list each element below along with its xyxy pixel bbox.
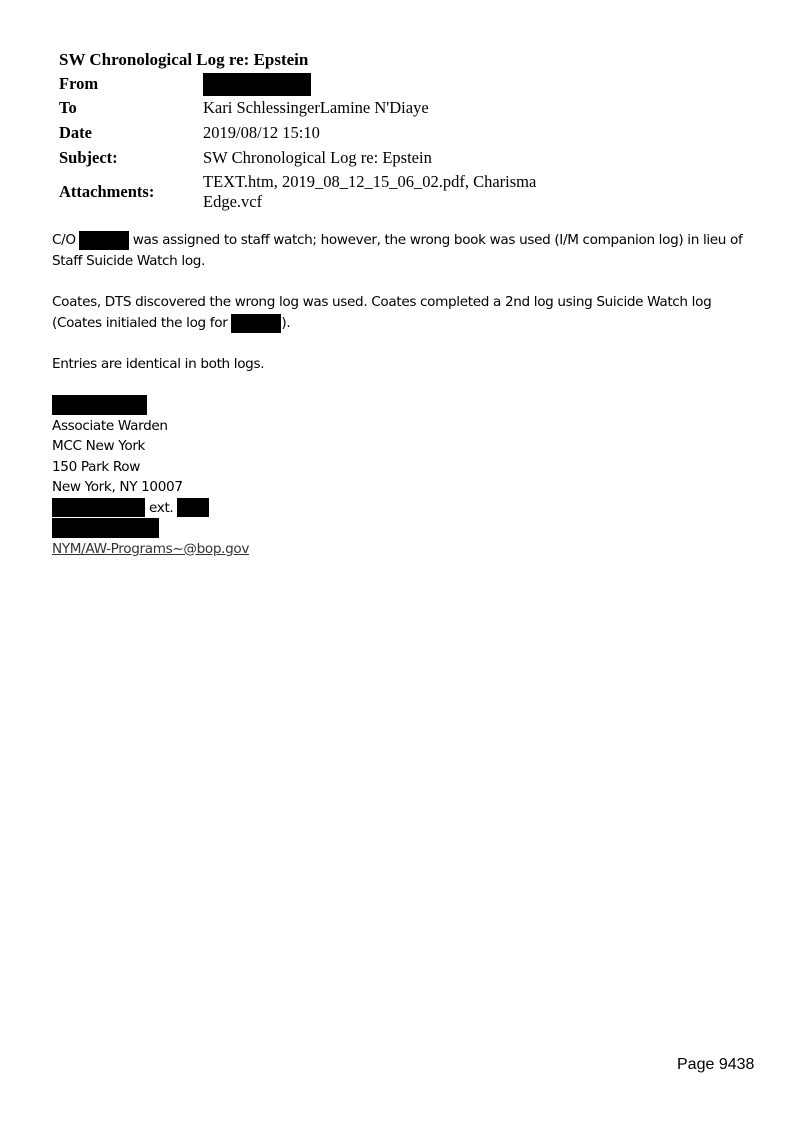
signature-block <box>52 395 249 559</box>
page-number: Page 9438 <box>677 1056 755 1073</box>
signature-name <box>52 395 249 416</box>
redaction-block <box>52 498 145 517</box>
redaction-block <box>52 518 159 538</box>
signature-role: Associate Warden <box>52 417 168 434</box>
subject-label: Subject: <box>59 147 118 167</box>
signature-address-2: New York, NY 10007 <box>52 479 183 495</box>
from-label: From <box>59 74 99 93</box>
attachments-value <box>203 170 536 214</box>
signature-redacted-line <box>52 518 249 539</box>
redaction-block <box>203 73 311 96</box>
p2-end: ). <box>281 315 291 331</box>
email-header-table <box>57 72 536 214</box>
attachments-label: Attachments: <box>59 182 155 201</box>
body-paragraph-3: Entries are identical in both logs. <box>52 356 265 372</box>
p1-rest: was assigned to staff watch; however, the wrong book was used (I/M companion log) in lieu of Staff Suicide Watch log. <box>52 232 743 269</box>
attachments-row <box>57 170 536 214</box>
redaction-block <box>231 314 281 333</box>
redaction-block <box>52 395 147 415</box>
email-title: SW Chronological Log re: Epstein <box>59 50 309 69</box>
date-label: Date <box>59 122 92 142</box>
date-row <box>57 120 536 145</box>
phone-ext-label: ext. <box>148 499 174 516</box>
to-row <box>57 96 536 120</box>
signature-phone <box>52 498 249 519</box>
to-value: Kari SchlessingerLamine N'Diaye <box>203 98 429 117</box>
body-paragraph-2 <box>52 292 762 334</box>
to-label: To <box>59 98 77 117</box>
from-row <box>57 72 536 96</box>
subject-row <box>57 145 536 170</box>
p1-start: C/O <box>52 232 76 248</box>
signature-org: MCC New York <box>52 438 146 454</box>
redaction-block <box>79 231 129 250</box>
signature-email-link[interactable]: NYM/AW-Programs~@bop.gov <box>52 540 250 557</box>
attachments-line-2: Edge.vcf <box>203 192 263 211</box>
signature-address-1: 150 Park Row <box>52 458 141 475</box>
p2-start: Coates, DTS discovered the wrong log was used. Coates completed a 2nd log using Suicide Watch log (Coates initialed the log for <box>52 294 712 331</box>
body-paragraph-1 <box>52 230 762 272</box>
attachments-line-1: TEXT.htm, 2019_08_12_15_06_02.pdf, Charisma <box>203 172 537 191</box>
signature-email[interactable] <box>52 539 249 560</box>
from-value <box>203 72 536 96</box>
redaction-block <box>177 498 209 517</box>
subject-value: SW Chronological Log re: Epstein <box>203 147 432 167</box>
date-value: 2019/08/12 15:10 <box>203 122 320 142</box>
